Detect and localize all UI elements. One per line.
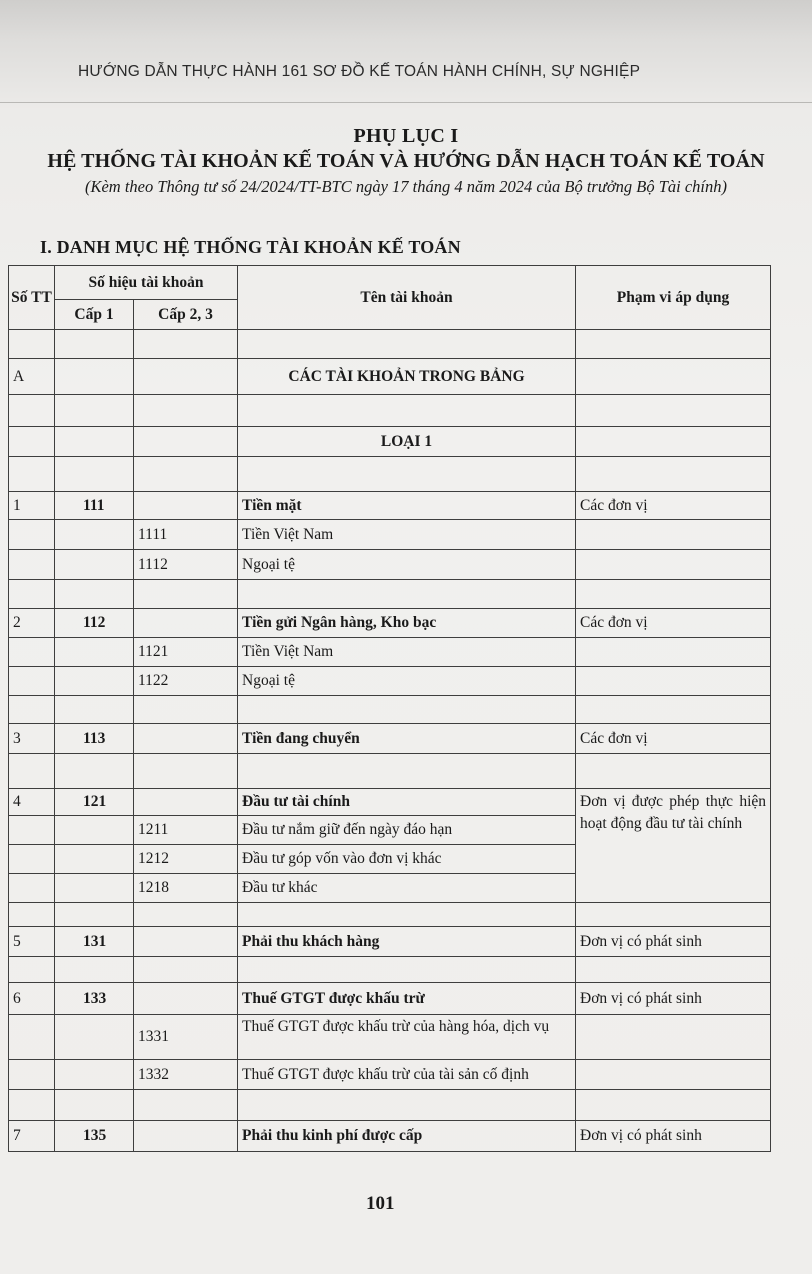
- row-code-level1: 133: [55, 983, 134, 1015]
- section-heading: I. DANH MỤC HỆ THỐNG TÀI KHOẢN KẾ TOÁN: [40, 237, 461, 257]
- subrow-code: 1331: [134, 1015, 238, 1060]
- row-code-level1: 121: [55, 789, 134, 816]
- table-row-group-a: [9, 359, 771, 395]
- table-subrow: [9, 1060, 771, 1090]
- group-a-stt: A: [9, 359, 55, 395]
- subrow-account-name: Đầu tư khác: [238, 874, 576, 903]
- running-header: HƯỚNG DẪN THỰC HÀNH 161 SƠ ĐỒ KẾ TOÁN HÀNH CHÍNH, SỰ NGHIỆP: [78, 63, 641, 80]
- subrow-code: 1212: [134, 845, 238, 874]
- subrow-account-name: Thuế GTGT được khấu trừ của hàng hóa, dịch vụ: [238, 1015, 576, 1060]
- subrow-account-name: Ngoại tệ: [238, 550, 576, 580]
- page-number: 101: [366, 1193, 395, 1214]
- table-row-blank: [9, 957, 771, 983]
- header-scope: Phạm vi áp dụng: [576, 266, 771, 330]
- subrow-code: 1111: [134, 520, 238, 550]
- row-stt: 7: [9, 1121, 55, 1152]
- row-code-level1: 112: [55, 609, 134, 638]
- table-subrow: [9, 667, 771, 696]
- table-row-blank: [9, 457, 771, 492]
- subrow-account-name: Ngoại tệ: [238, 667, 576, 696]
- table-row-blank: [9, 696, 771, 724]
- subrow-account-name: Thuế GTGT được khấu trừ của tài sản cố định: [238, 1060, 576, 1090]
- subrow-account-name: Đầu tư góp vốn vào đơn vị khác: [238, 845, 576, 874]
- table-row-blank: [9, 754, 771, 789]
- row-account-name: Đầu tư tài chính: [238, 789, 576, 816]
- table-row: [9, 789, 771, 816]
- row-account-name: Thuế GTGT được khấu trừ: [238, 983, 576, 1015]
- row-account-name: Phải thu kinh phí được cấp: [238, 1121, 576, 1152]
- table-row: [9, 1121, 771, 1152]
- row-scope: Đơn vị có phát sinh: [576, 983, 771, 1015]
- row-stt: 5: [9, 927, 55, 957]
- table-row: [9, 724, 771, 754]
- row-scope: Đơn vị được phép thực hiện hoạt động đầu tư tài chính: [576, 789, 771, 903]
- row-scope: Các đơn vị: [576, 724, 771, 754]
- accounts-table: [8, 265, 771, 1152]
- row-code-level1: 111: [55, 492, 134, 520]
- main-title: HỆ THỐNG TÀI KHOẢN KẾ TOÁN VÀ HƯỚNG DẪN HẠCH TOÁN KẾ TOÁN: [47, 150, 765, 172]
- table-row-blank: [9, 330, 771, 359]
- row-scope: Đơn vị có phát sinh: [576, 1121, 771, 1152]
- class-1-title: LOẠI 1: [238, 427, 576, 457]
- group-a-title: CÁC TÀI KHOẢN TRONG BẢNG: [238, 359, 576, 395]
- row-code-level1: 131: [55, 927, 134, 957]
- table-row: [9, 983, 771, 1015]
- row-scope: Các đơn vị: [576, 609, 771, 638]
- table-subrow: [9, 520, 771, 550]
- row-code-level1: 113: [55, 724, 134, 754]
- table-row: [9, 609, 771, 638]
- subrow-account-name: Tiền Việt Nam: [238, 520, 576, 550]
- row-scope: Các đơn vị: [576, 492, 771, 520]
- row-stt: 3: [9, 724, 55, 754]
- header-account-name: Tên tài khoản: [238, 266, 576, 330]
- row-stt: 6: [9, 983, 55, 1015]
- header-rule: [0, 102, 812, 103]
- subrow-code: 1211: [134, 816, 238, 845]
- row-account-name: Phải thu khách hàng: [238, 927, 576, 957]
- subrow-account-name: Đầu tư nắm giữ đến ngày đáo hạn: [238, 816, 576, 845]
- row-scope: Đơn vị có phát sinh: [576, 927, 771, 957]
- header-level1: Cấp 1: [55, 300, 134, 330]
- header-level23: Cấp 2, 3: [134, 300, 238, 330]
- header-account-number: Số hiệu tài khoản: [55, 266, 238, 300]
- table-row-blank: [9, 395, 771, 427]
- table-header-row: [9, 266, 771, 300]
- row-account-name: Tiền mặt: [238, 492, 576, 520]
- header-stt: Số TT: [9, 266, 55, 330]
- table-row-blank: [9, 580, 771, 609]
- table-subrow: [9, 638, 771, 667]
- table-row: [9, 927, 771, 957]
- subtitle: (Kèm theo Thông tư số 24/2024/TT-BTC ngày 17 tháng 4 năm 2024 của Bộ trưởng Bộ Tài chính): [84, 177, 728, 196]
- table-row-blank: [9, 1090, 771, 1121]
- subrow-code: 1332: [134, 1060, 238, 1090]
- table-subrow: [9, 550, 771, 580]
- table-row: [9, 492, 771, 520]
- row-account-name: Tiền gửi Ngân hàng, Kho bạc: [238, 609, 576, 638]
- table-row-class-1: [9, 427, 771, 457]
- row-account-name: Tiền đang chuyển: [238, 724, 576, 754]
- row-stt: 2: [9, 609, 55, 638]
- appendix-title: PHỤ LỤC I: [353, 125, 459, 147]
- subrow-code: 1121: [134, 638, 238, 667]
- subrow-code: 1218: [134, 874, 238, 903]
- subrow-account-name: Tiền Việt Nam: [238, 638, 576, 667]
- table-subrow: [9, 1015, 771, 1060]
- table-row-blank: [9, 903, 771, 927]
- subrow-code: 1112: [134, 550, 238, 580]
- row-code-level1: 135: [55, 1121, 134, 1152]
- row-stt: 4: [9, 789, 55, 816]
- subrow-code: 1122: [134, 667, 238, 696]
- row-stt: 1: [9, 492, 55, 520]
